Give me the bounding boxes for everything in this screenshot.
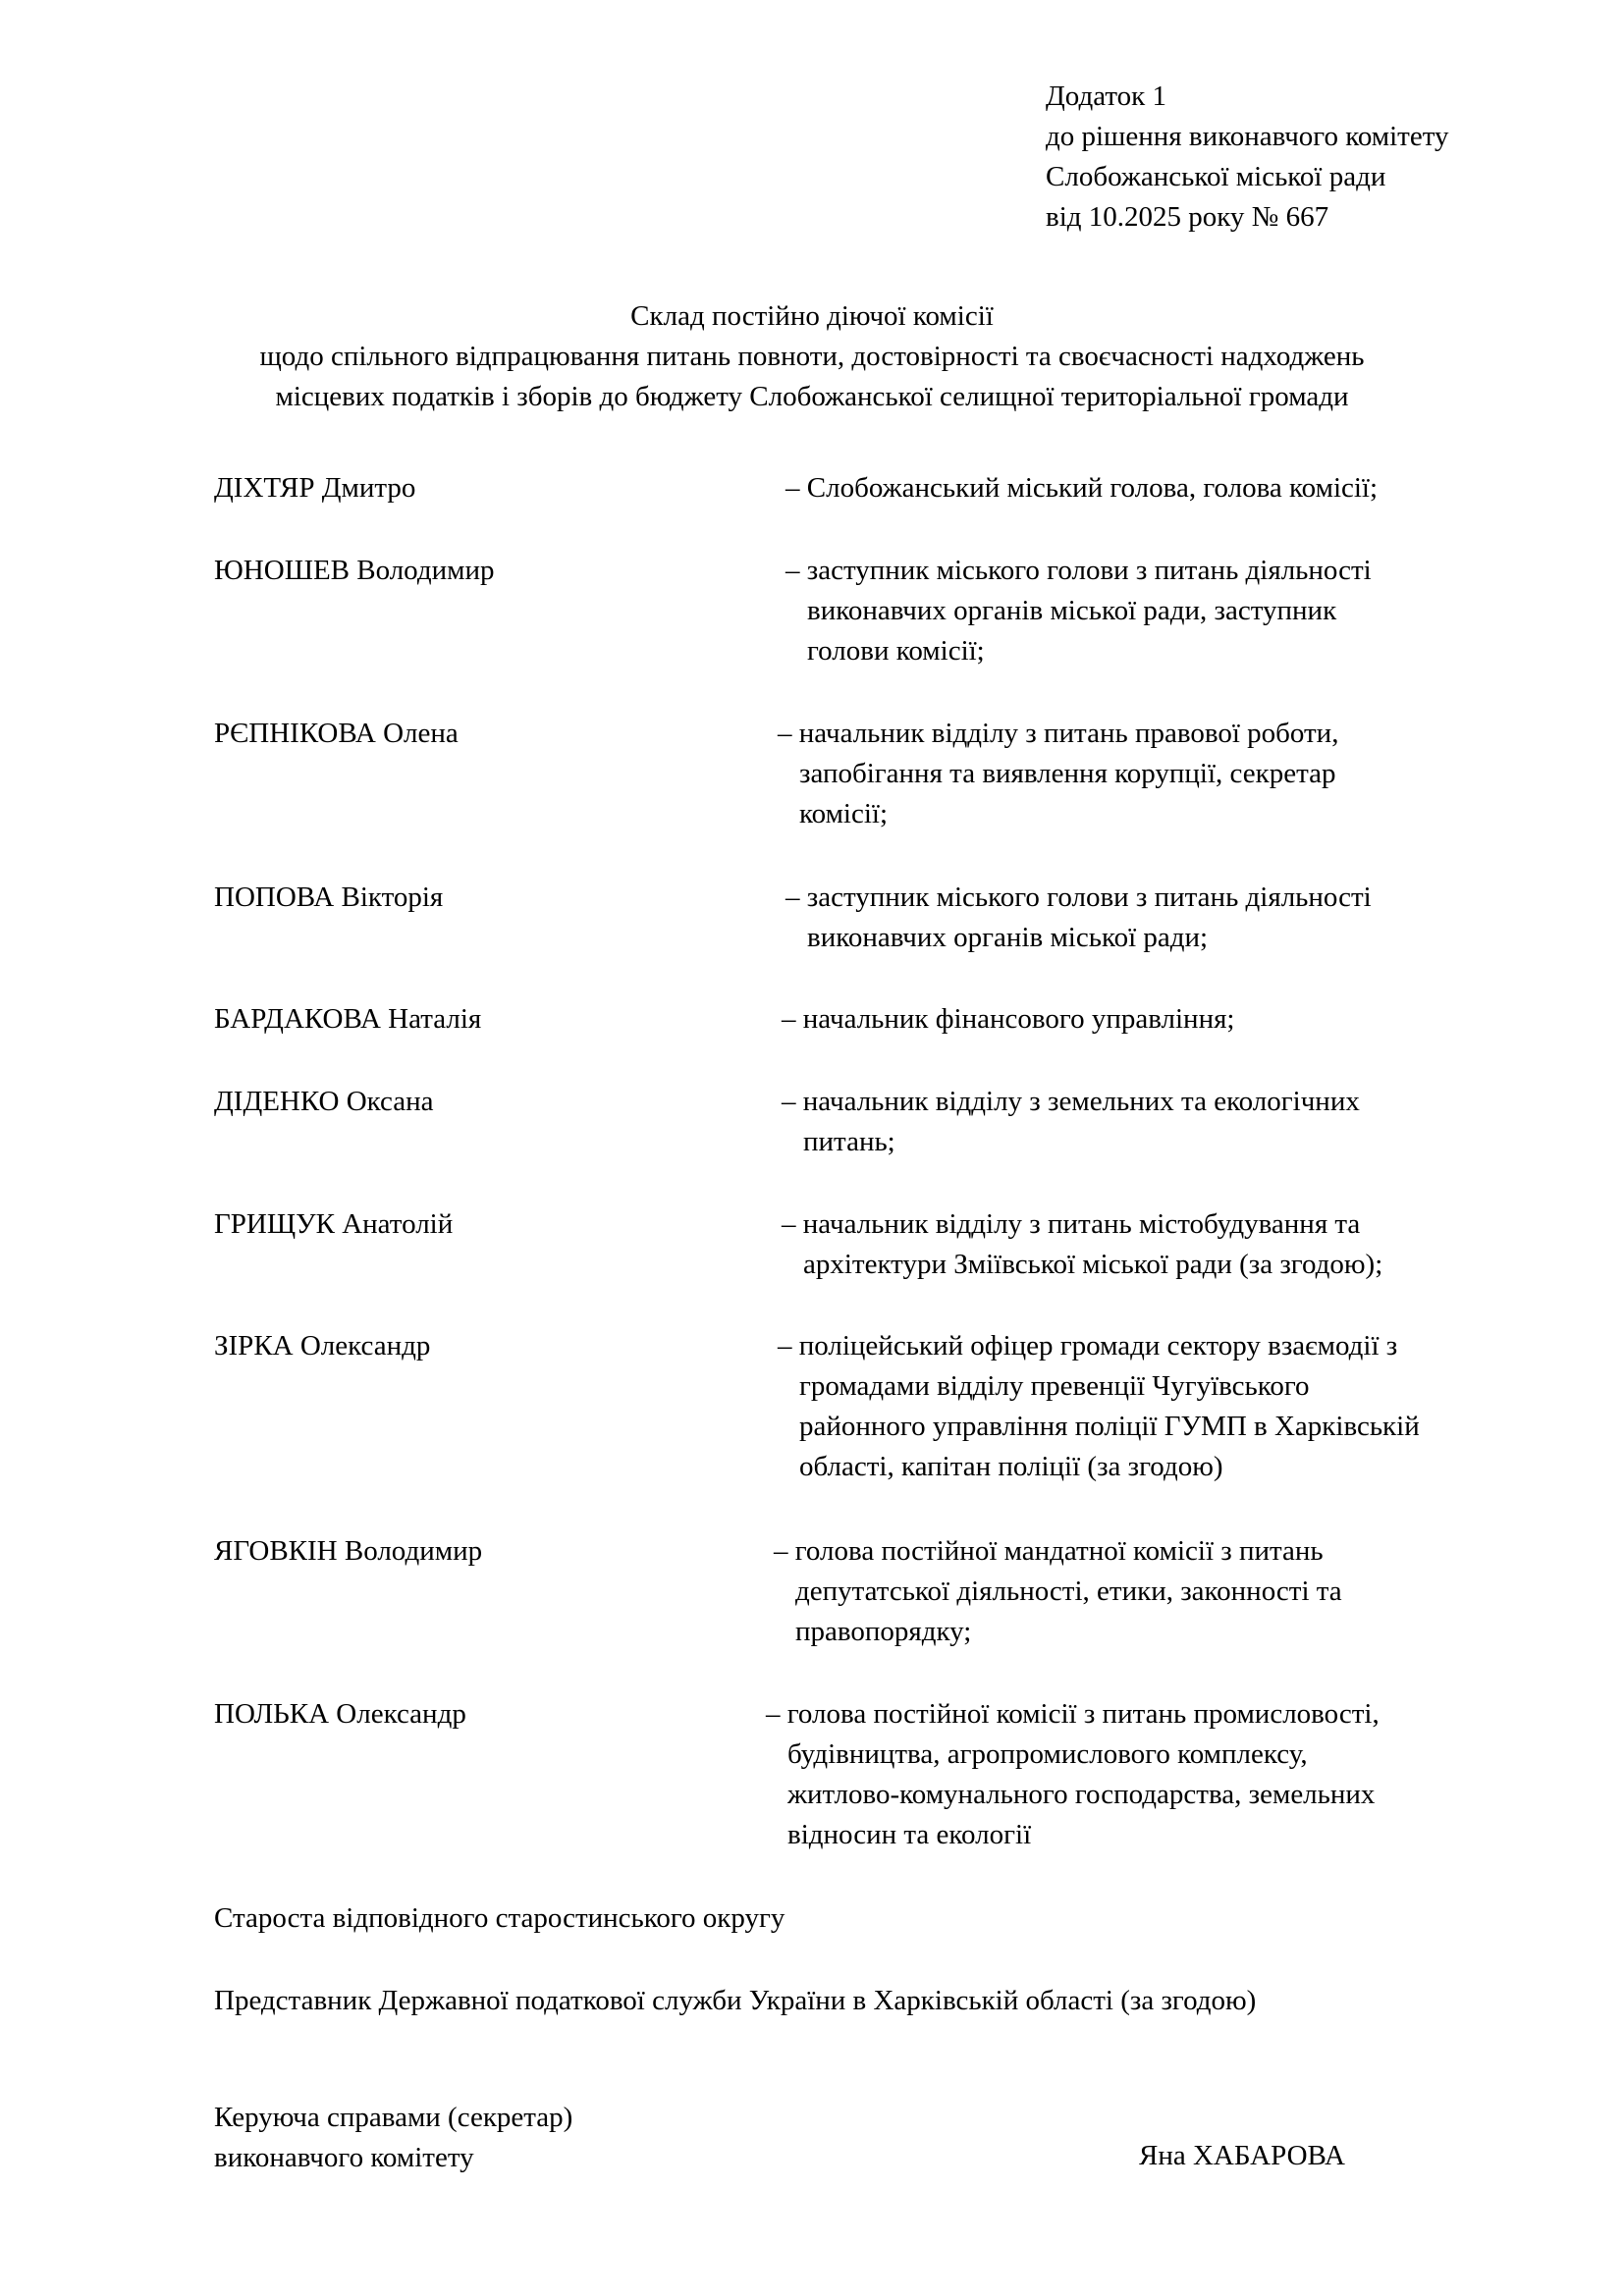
member-role-line: питань;	[803, 1126, 895, 1157]
member-name: ПОПОВА Вікторія	[214, 881, 444, 913]
dash: –	[778, 718, 792, 749]
member-name: ГРИЩУК Анатолій	[214, 1208, 454, 1240]
member-role-line: правопорядку;	[795, 1616, 972, 1647]
role-text: поліцейський офіцер громади сектору взаємодії з	[798, 1330, 1398, 1362]
appendix-header	[1046, 77, 1449, 238]
member-name: ПОЛЬКА Олександр	[214, 1698, 466, 1730]
member-role-line: голови комісії;	[807, 635, 985, 667]
header-line: Слобожанської міської ради	[1046, 161, 1386, 192]
role-text: заступник міського голови з питань діяльності	[806, 555, 1372, 586]
dash: –	[785, 881, 800, 913]
member-role-line	[778, 714, 1338, 754]
member-role-line: запобігання та виявлення корупції, секретар	[799, 758, 1336, 789]
dash: –	[766, 1698, 781, 1730]
member-role	[785, 551, 1372, 671]
signature-position	[214, 2098, 572, 2178]
member-role-line	[774, 1531, 1342, 1572]
member-role-line	[782, 999, 1234, 1040]
document-title	[0, 296, 1624, 417]
role-text: голова постійної мандатної комісії з питань	[794, 1535, 1324, 1567]
dash: –	[778, 1330, 792, 1362]
title-line: місцевих податків і зборів до бюджету Слобожанської селищної територіальної громади	[275, 381, 1349, 412]
member-name: ДІХТЯР Дмитро	[214, 472, 416, 504]
member-role-line: житлово-комунального господарства, земельних	[787, 1779, 1376, 1810]
member-role-line: архітектури Зміївської міської ради (за згодою);	[803, 1249, 1383, 1280]
member-role-line: громадами відділу превенції Чугуївського	[799, 1370, 1310, 1402]
member-name: ДІДЕНКО Оксана	[214, 1086, 434, 1117]
member-role	[782, 999, 1234, 1040]
member-role-line: виконавчих органів міської ради, заступник	[807, 595, 1337, 626]
member-role	[785, 468, 1378, 508]
member-name: ЮНОШЕВ Володимир	[214, 555, 495, 586]
member-name: ЗІРКА Олександр	[214, 1330, 431, 1362]
member-name: РЄПНІКОВА Олена	[214, 718, 459, 749]
member-role	[774, 1531, 1342, 1652]
header-line: до рішення виконавчого комітету	[1046, 121, 1449, 152]
dash: –	[785, 472, 800, 504]
dash: –	[774, 1535, 788, 1567]
member-role-line	[782, 1204, 1382, 1245]
extra-member: Представник Державної податкової служби України в Харківській області (за згодою)	[214, 1985, 1257, 2016]
extra-member: Староста відповідного старостинського округу	[214, 1902, 785, 1934]
dash: –	[782, 1003, 796, 1035]
role-text: заступник міського голови з питань діяльності	[806, 881, 1372, 913]
member-role	[778, 1326, 1420, 1487]
member-role-line: комісії;	[799, 798, 889, 829]
signature-position-line: Керуюча справами (секретар)	[214, 2102, 573, 2133]
member-role-line: відносин та екології	[787, 1819, 1032, 1850]
role-text: Слобожанський міський голова, голова комісії;	[806, 472, 1379, 504]
member-role	[778, 714, 1338, 834]
header-line: Додаток 1	[1046, 80, 1166, 112]
member-role-line	[785, 551, 1372, 591]
dash: –	[782, 1208, 796, 1240]
role-text: начальник відділу з земельних та екологічних	[802, 1086, 1360, 1117]
role-text: голова постійної комісії з питань промисловості,	[786, 1698, 1380, 1730]
member-role	[766, 1694, 1380, 1855]
header-line: від 10.2025 року № 667	[1046, 201, 1329, 233]
member-role-line: виконавчих органів міської ради;	[807, 922, 1209, 953]
signature-position-line: виконавчого комітету	[214, 2142, 474, 2173]
member-role-line: області, капітан поліції (за згодою)	[799, 1451, 1223, 1482]
role-text: начальник відділу з питань правової роботи,	[798, 718, 1339, 749]
member-name: ЯГОВКІН Володимир	[214, 1535, 483, 1567]
dash: –	[782, 1086, 796, 1117]
member-role-line: депутатської діяльності, етики, законності та	[795, 1575, 1342, 1607]
member-role	[782, 1082, 1360, 1162]
member-role-line	[778, 1326, 1420, 1366]
member-role-line	[782, 1082, 1360, 1122]
member-role	[782, 1204, 1382, 1285]
title-line: Склад постійно діючої комісії	[630, 300, 994, 332]
title-line: щодо спільного відпрацювання питань повноти, достовірності та своєчасності надходжень	[259, 341, 1365, 372]
role-text: начальник фінансового управління;	[802, 1003, 1235, 1035]
member-role-line: районного управління поліції ГУМП в Харківській	[799, 1411, 1420, 1442]
member-role	[785, 878, 1372, 958]
member-role-line	[785, 468, 1378, 508]
member-name: БАРДАКОВА Наталія	[214, 1003, 482, 1035]
member-role-line	[766, 1694, 1380, 1735]
signature-name: Яна ХАБАРОВА	[1139, 2140, 1345, 2171]
dash: –	[785, 555, 800, 586]
member-role-line	[785, 878, 1372, 918]
role-text: начальник відділу з питань містобудування та	[802, 1208, 1361, 1240]
member-role-line: будівництва, агропромислового комплексу,	[787, 1738, 1308, 1770]
